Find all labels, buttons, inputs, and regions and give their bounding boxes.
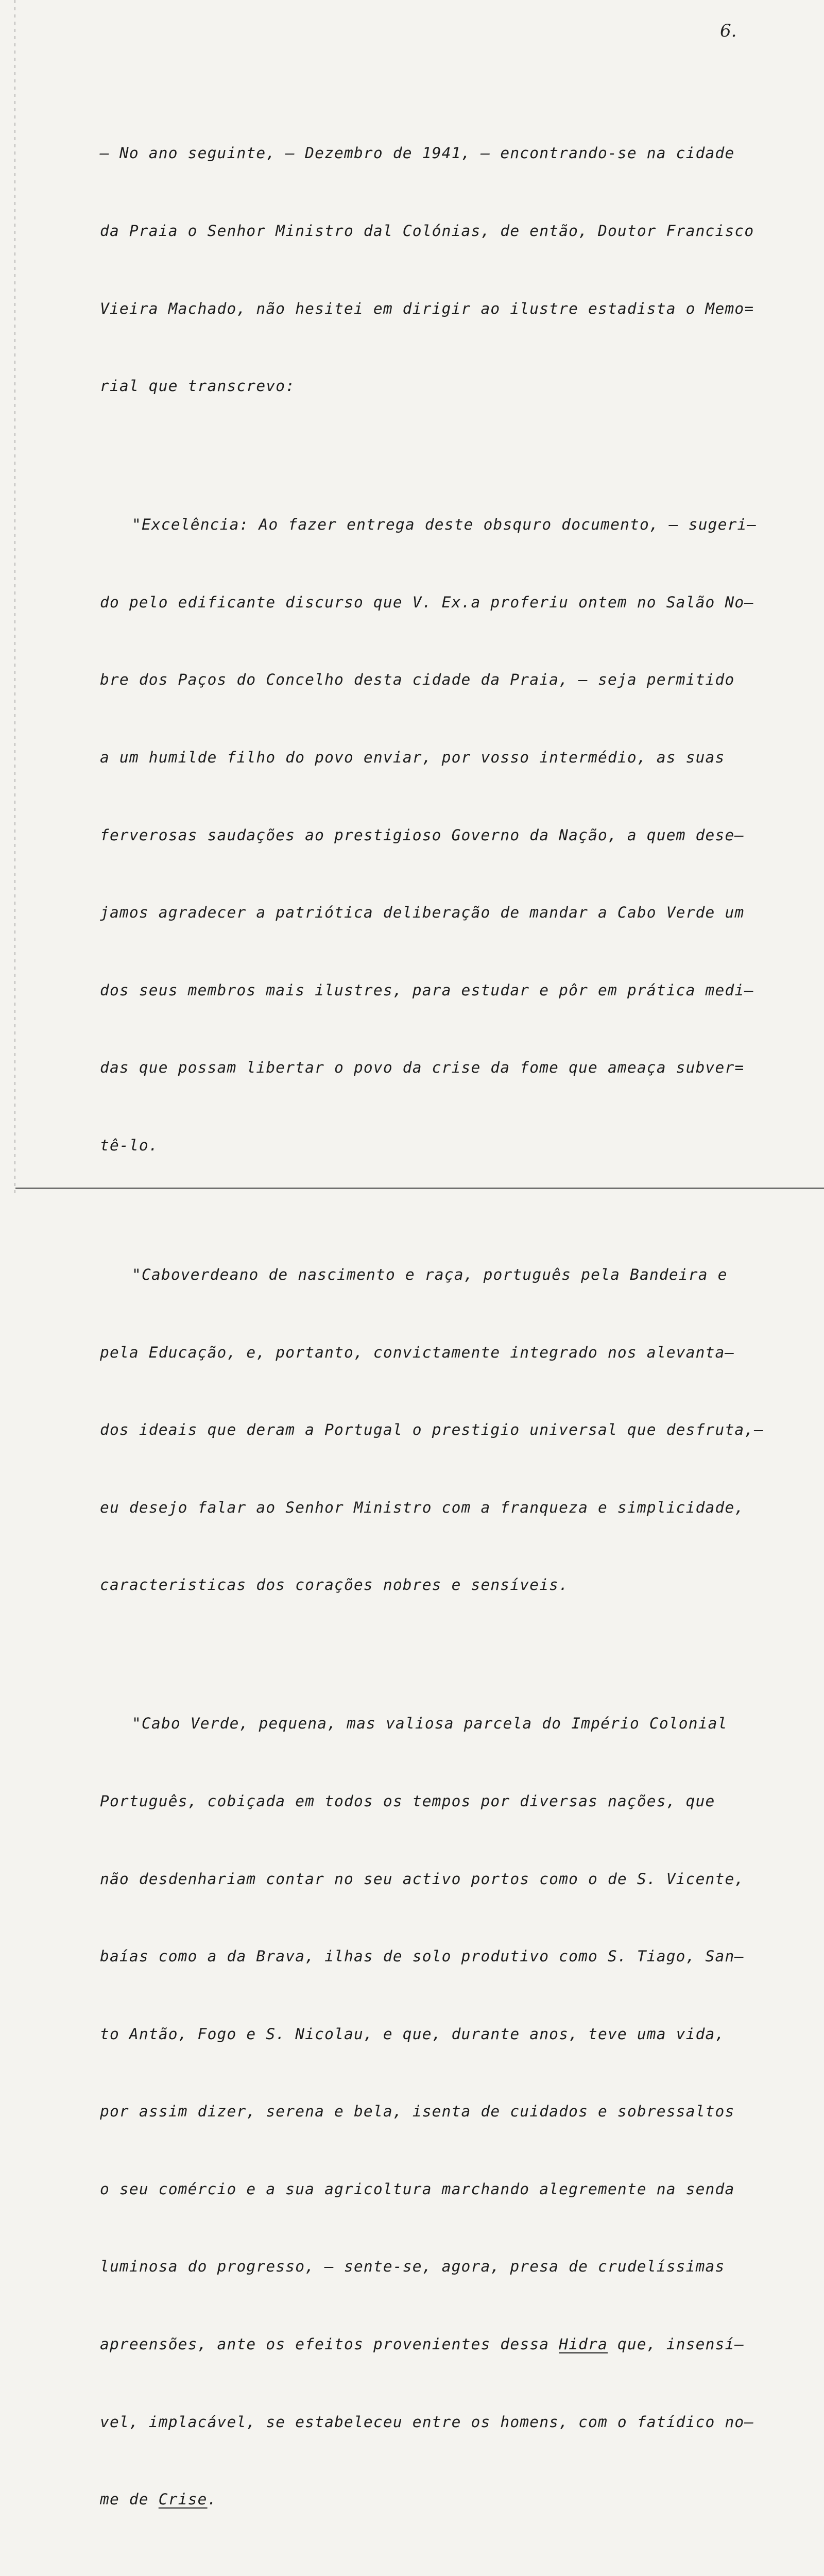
text-line: apreensões, ante os efeitos provenientes dessa Hidra que, insensí– (100, 2335, 745, 2353)
typewritten-text-block (100, 89, 795, 2576)
text-line: to Antão, Fogo e S. Nicolau, e que, durante anos, teve uma vida, (100, 2025, 725, 2043)
paragraph-vinda (100, 2573, 795, 2576)
text-line: dos ideais que deram a Portugal o prestigio universal que desfruta,– (100, 1421, 764, 1439)
text-line: vel, implacável, se estabeleceu entre os homens, com o fatídico no– (100, 2413, 754, 2431)
text-line: jamos agradecer a patriótica deliberação de mandar a Cabo Verde um (100, 904, 745, 922)
text-line: do pelo edificante discurso que V. Ex.a proferiu ontem no Salão No– (100, 593, 754, 611)
text-line: "Excelência: Ao fazer entrega deste obsquro documento, – sugeri– (132, 516, 757, 534)
underlined-word: Crise (158, 2490, 208, 2509)
text-line: luminosa do progresso, – sente-se, agora, presa de crudelíssimas (100, 2258, 725, 2276)
text-line: não desdenhariam contar no seu activo portos como o de S. Vicente, (100, 1870, 745, 1888)
text-line: Português, cobiçada em todos os tempos por diversas nações, que (100, 1792, 715, 1810)
text-line: baías como a da Brava, ilhas de solo produtivo como S. Tiago, San– (100, 1947, 745, 1965)
text-line: bre dos Paços do Concelho desta cidade da Praia, – seja permitido (100, 671, 735, 689)
text-line: eu desejo falar ao Senhor Ministro com a franqueza e simplicidade, (100, 1498, 745, 1516)
text-line: por assim dizer, serena e bela, isenta de cuidados e sobressaltos (100, 2103, 735, 2121)
text-line: Vieira Machado, não hesitei em dirigir ao ilustre estadista o Memo= (100, 299, 754, 317)
paragraph-caboverdeano (100, 1210, 795, 1650)
text-line: rial que transcrevo: (100, 377, 296, 395)
paragraph-intro (100, 89, 795, 451)
text-line: dos seus membros mais ilustres, para estudar e pôr em prática medi– (100, 981, 754, 999)
text-line: me de Crise. (100, 2490, 217, 2509)
paragraph-cabo-verde-pequena (100, 1659, 795, 2564)
text-line: tê-lo. (100, 1136, 159, 1154)
paragraph-excelencia (100, 460, 795, 1210)
text-line: "Cabo Verde, pequena, mas valiosa parcela do Império Colonial (132, 1715, 728, 1733)
text-line: o seu comércio e a sua agricoltura marchando alegremente na senda (100, 2180, 735, 2198)
text-line: "Caboverdeano de nascimento e raça, português pela Bandeira e (132, 1265, 728, 1283)
page-left-edge (14, 0, 15, 1195)
underlined-word: Hidra (559, 2335, 608, 2353)
text-line: caracteristicas dos corações nobres e sensíveis. (100, 1576, 569, 1594)
text-line: a um humilde filho do povo enviar, por vosso intermédio, as suas (100, 748, 725, 766)
text-line: das que possam libertar o povo da crise da fome que ameaça subver= (100, 1059, 745, 1077)
text-line: – No ano seguinte, – Dezembro de 1941, – encontrando-se na cidade (100, 144, 735, 162)
page-number: 6. (720, 21, 737, 41)
text-line: ferverosas saudações ao prestigioso Governo da Nação, a quem dese– (100, 826, 745, 844)
text-line: da Praia o Senhor Ministro dal Colónias, de então, Doutor Francisco (100, 222, 754, 240)
text-line: pela Educação, e, portanto, convictamente integrado nos alevanta– (100, 1343, 735, 1361)
